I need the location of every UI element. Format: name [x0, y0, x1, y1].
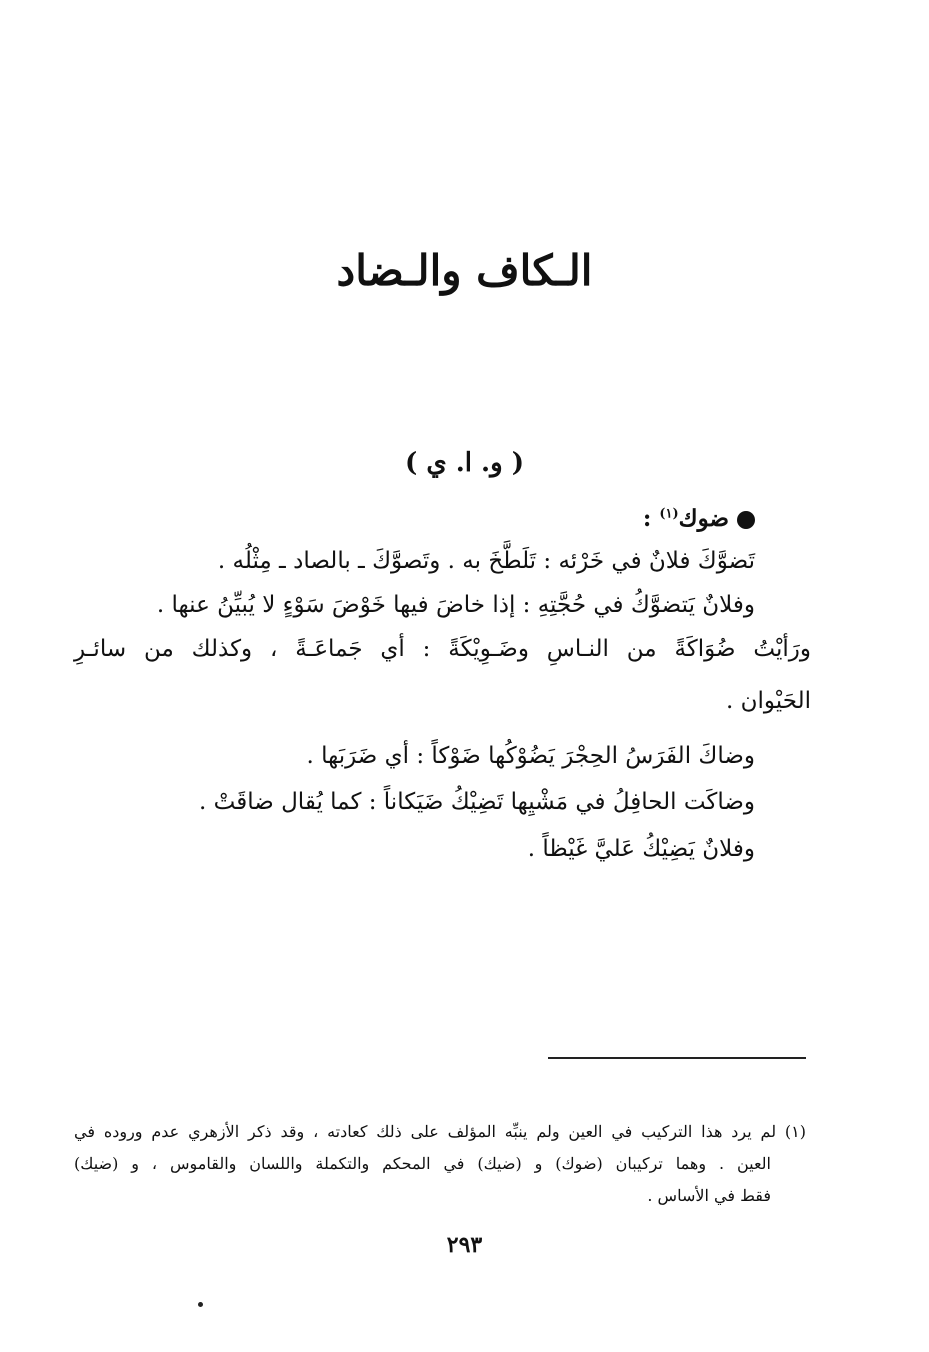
- bullet-icon: [737, 511, 755, 529]
- body-line-6: وضاكَت الحافِلُ في مَشْيِها تَضِيْكُ ضَيَكاناً : كما يُقال ضاقَتْ .: [199, 789, 755, 815]
- print-speck: [198, 1302, 203, 1307]
- footnote-line-3: فقط في الأساس .: [647, 1186, 771, 1205]
- footnote-line-1: (١) لم يرد هذا التركيب في العين ولم ينبِّه المؤلف على ذلك كعادته ، وقد ذكر الأزهري عدم وروده في: [74, 1122, 806, 1141]
- entry-headword: ضوك: [678, 505, 729, 532]
- body-line-4: الحَيْوان .: [726, 688, 811, 714]
- body-line-3: ورَأيْتُ ضُوَاكَةً من النـاسِ وضَـوِيْكَةً : أي جَماعَـةً ، وكذلك من سائـرِ: [74, 636, 811, 662]
- root-heading: ( و. ا. ي ): [404, 448, 525, 478]
- body-line-5: وضاكَ الفَرَسُ الحِجْرَ يَضُوْكُها ضَوْكاً : أي ضَرَبَها .: [306, 743, 755, 769]
- body-line-1: تَضوَّكَ فلانٌ في خَرْئه : تَلَطَّخَ به . وتَصوَّكَ ـ بالصاد ـ مِثْلُه .: [217, 548, 755, 574]
- footnote-reference: (١): [659, 506, 679, 522]
- entry-headword-line: [115, 505, 755, 532]
- entry-colon: :: [642, 505, 652, 532]
- page-number: ٢٩٣: [446, 1232, 483, 1258]
- footnote-line-2: العين . وهما تركيبان (ضوك) و (ضيك) في المحكم والتكملة واللسان والقاموس ، و (ضيك): [74, 1154, 771, 1173]
- footnote-divider: [548, 1057, 806, 1059]
- chapter-title: الـكاف والـضاد: [336, 246, 593, 295]
- body-line-7: وفلانٌ يَضِيْكُ عَليَّ غَيْظاً .: [527, 836, 755, 862]
- body-line-2: وفلانٌ يَتضوَّكُ في حُجَّتِهِ : إذا خاضَ فيها خَوْضَ سَوْءٍ لا يُبيِّنُ عنها .: [156, 592, 755, 618]
